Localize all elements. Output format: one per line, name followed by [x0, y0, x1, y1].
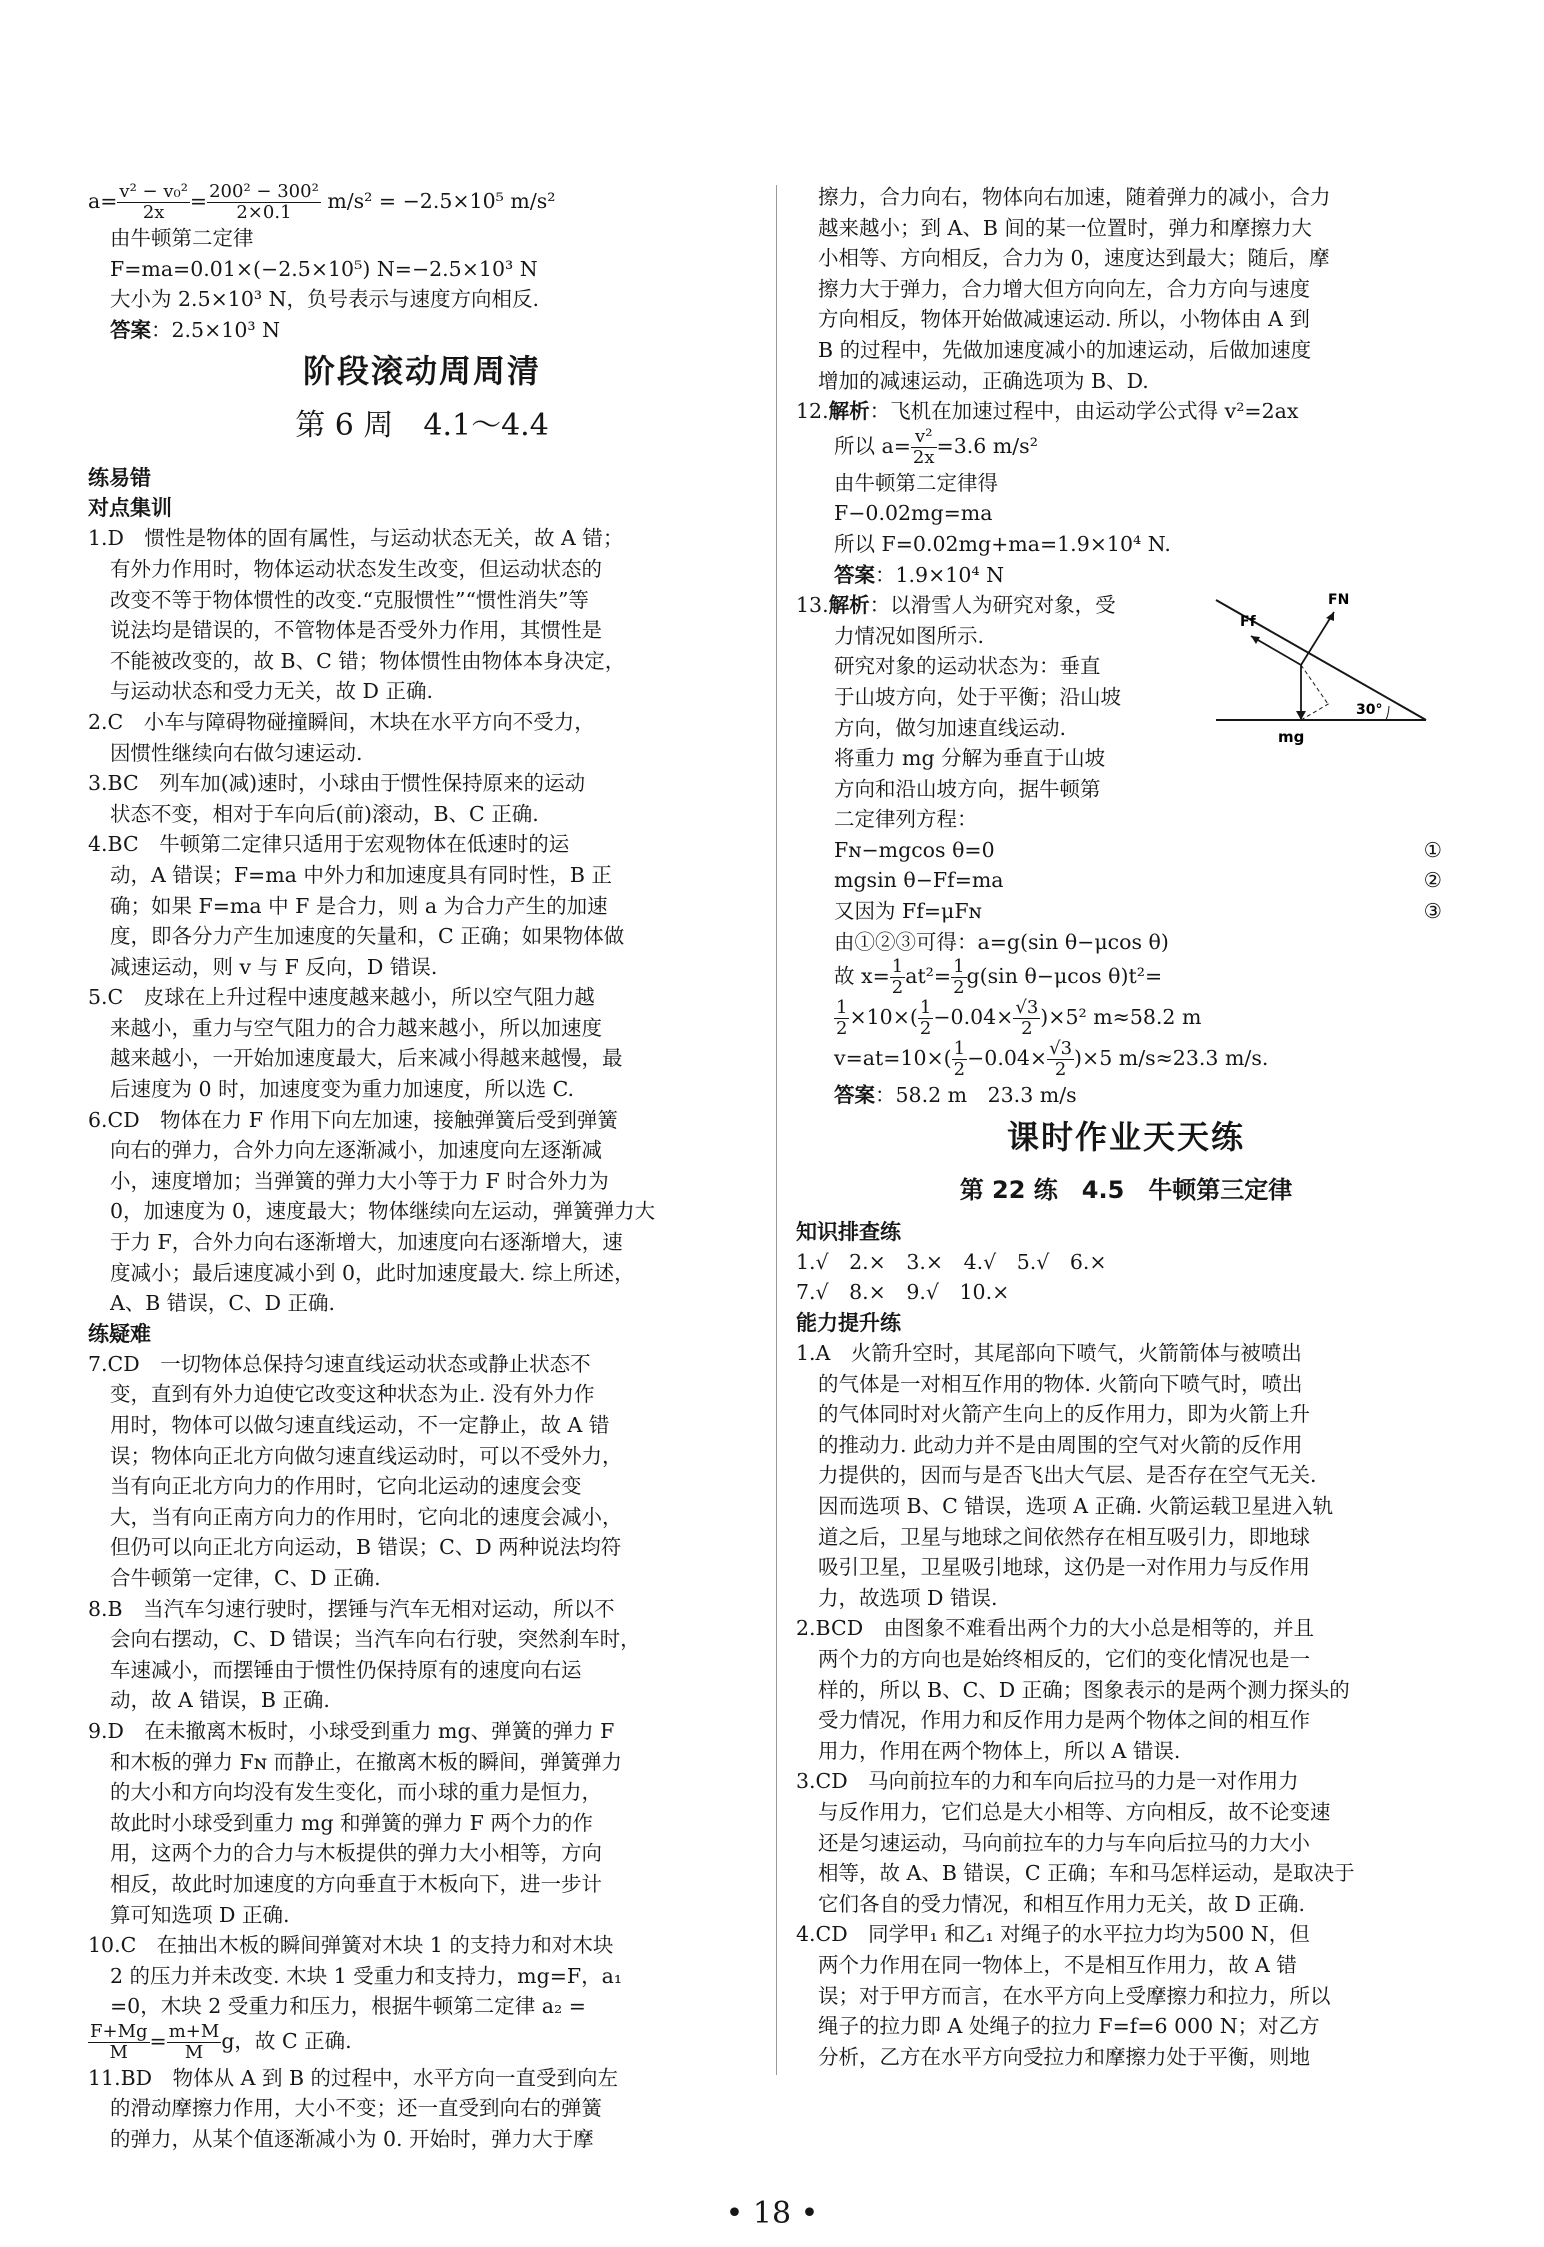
question-item	[88, 768, 756, 829]
text-line: 与反作用力，它们总是大小相等、方向相反，故不论变速	[818, 1799, 1331, 1824]
friction-arrow	[1251, 636, 1301, 665]
text-line: 所以 F=0.02mg+ma=1.9×10⁴ N.	[834, 531, 1171, 556]
text-line: 于山坡方向，处于平衡；沿山坡	[834, 684, 1121, 709]
question-item	[88, 2063, 756, 2155]
question-list	[796, 1338, 1456, 2072]
text-line: 3.BC 列车加(减)速时，小球由于惯性保持原来的运动	[88, 771, 586, 796]
formula-line: 故 x= $\frac{1}{2}$ at²= $\frac{1}{2}$ g(sin θ−μcos θ)t²=	[834, 956, 1163, 999]
question-item	[88, 1716, 756, 1930]
part-heading: 能力提升练	[796, 1311, 901, 1336]
text-line: 分析，乙方在水平方向受拉力和摩擦力处于平衡，则地	[818, 2044, 1310, 2069]
text-line: 与运动状态和受力无关，故 D 正确.	[110, 679, 433, 704]
text-line: 二定律列方程：	[834, 807, 978, 832]
text-line: 3.CD 马向前拉车的力和车向后拉马的力是一对作用力	[796, 1769, 1299, 1794]
text-line: 擦力大于弹力，合力增大但方向向左，合力方向与速度	[818, 276, 1310, 301]
fraction: $\frac{m+M}{M}$	[168, 2020, 220, 2063]
text-line: 当有向正北方向力的作用时，它向北运动的速度会变	[110, 1474, 582, 1499]
text-line: 绳子的拉力即 A 处绳子的拉力 F=f=6 000 N；对乙方	[818, 2014, 1320, 2039]
text-line: 变，直到有外力迫使它改变这种状态为止. 没有外力作	[110, 1382, 595, 1407]
question-item	[88, 982, 756, 1104]
text-line: 样的，所以 B、C、D 正确；图象表示的是两个测力探头的	[818, 1677, 1350, 1702]
text-line: 还是匀速运动，马向前拉车的力与车向后拉马的力大小	[818, 1830, 1310, 1855]
text-line: 误；对于甲方而言，在水平方向上受摩擦力和拉力，所以	[818, 1983, 1331, 2008]
part-heading: 练易错	[88, 466, 151, 491]
text-line: 11.BD 物体从 A 到 B 的过程中，水平方向一直受到向左	[88, 2065, 619, 2090]
text-line: 9.D 在未撤离木板时，小球受到重力 mg、弹簧的弹力 F	[88, 1718, 615, 1743]
equation-row: Fɴ−mgcos θ=0 ①	[834, 837, 1442, 862]
text-line: 算可知选项 D 正确.	[110, 1902, 290, 1927]
fraction: $\frac{1}{2}$	[953, 956, 965, 999]
text-line: 2.BCD 由图象不难看出两个力的大小总是相等的，并且	[796, 1616, 1315, 1641]
text-line: 由牛顿第二定律	[110, 226, 254, 250]
text-line: 它们各自的受力情况，和相互作用力无关，故 D 正确.	[818, 1891, 1305, 1916]
label-angle: 30°	[1356, 702, 1383, 719]
text-line: 的气体是一对相互作用的物体. 火箭向下喷气时，喷出	[818, 1371, 1303, 1396]
formula-line: v=at=10×( $\frac{1}{2}$ −0.04× $\frac{√3}{2}$ )×5 m/s≈23.3 m/s.	[834, 1038, 1269, 1081]
text-line: 擦力，合力向右，物体向右加速，随着弹力的减小，合力	[818, 185, 1331, 209]
text-line: 小相等、方向相反，合力为 0，速度达到最大；随后，摩	[818, 246, 1330, 271]
text-line: 动，故 A 错误，B 正确.	[110, 1688, 330, 1713]
text-line: 状态不变，相对于车向后(前)滚动，B、C 正确.	[110, 801, 539, 826]
question-item	[796, 1766, 1456, 1919]
text-line: 的推动力. 此动力并不是由周围的空气对火箭的反作用	[818, 1432, 1303, 1457]
fraction: $\frac{\text{200² − 300²}}{2\times 0.1}$	[209, 181, 319, 223]
text-line: 来越小，重力与空气阻力的合力越来越小，所以加速度	[110, 1015, 602, 1040]
formula-line: 所以 a= $\frac{\text{v²}}{2x}$ =3.6 m/s²	[834, 425, 1038, 468]
text-line: 度，即各分力产生加速度的矢量和，C 正确；如果物体做	[110, 924, 625, 949]
text-line: 的弹力，从某个值逐渐减小为 0. 开始时，弹力大于摩	[110, 2127, 594, 2152]
text-line: 动，A 错误；F=ma 中外力和加速度具有同时性，B 正	[110, 862, 612, 887]
text-line: 有外力作用时，物体运动状态发生改变，但运动状态的	[110, 556, 602, 581]
fraction: $\frac{\text{v²}}{2x}$	[912, 425, 935, 468]
text-line: 1.D 惯性是物体的固有属性，与运动状态无关，故 A 错；	[88, 526, 624, 551]
text-line: 5.C 皮球在上升过程中速度越来越小，所以空气阻力越	[88, 985, 595, 1010]
text-line: 故此时小球受到重力 mg 和弹簧的弹力 F 两个力的作	[110, 1810, 593, 1835]
text-line: B 的过程中，先做加速度减小的加速运动，后做加速度	[818, 337, 1312, 362]
text-line: 13.解析：以滑雪人为研究对象，受	[796, 593, 1116, 618]
force-diagram	[1206, 590, 1436, 755]
text-line: 大小为 2.5×10³ N，负号表示与速度方向相反.	[110, 287, 540, 312]
question-item	[796, 1338, 1456, 1613]
answer-line: 答案：1.9×10⁴ N	[834, 562, 1005, 587]
text-line: 增加的减速运动，正确选项为 B、D.	[818, 368, 1149, 393]
text-line: 2 的压力并未改变. 木块 1 受重力和支持力，mg=F，a₁	[110, 1963, 623, 1988]
text-line: 吸引卫星，卫星吸引地球，这仍是一对作用力与反作用	[818, 1555, 1310, 1580]
text-line: 用，这两个力的合力与木板提供的弹力大小相等，方向	[110, 1841, 602, 1866]
question-item	[88, 523, 756, 707]
question-list	[88, 523, 756, 1318]
text-line: 越来越小，一开始加速度最大，后来减小得越来越慢，最	[110, 1046, 623, 1071]
equation-row: 又因为 Ff=μFɴ ③	[834, 899, 1442, 924]
part-heading: 知识排查练	[796, 1219, 901, 1244]
question-list	[88, 1349, 756, 2022]
question-item	[88, 1349, 756, 1594]
question-continuation	[796, 182, 1456, 396]
fraction: $\frac{√3}{2}$	[1049, 1038, 1073, 1081]
formula-line: $\frac{1}{2}$ ×10×( $\frac{1}{2}$ −0.04× $\frac{√3}{2}$ )×5² m≈58.2 m	[836, 997, 1202, 1040]
text-line: 不能被改变的，故 B、C 错；物体惯性由物体本身决定，	[110, 648, 626, 673]
left-column	[88, 182, 756, 2155]
text-line: 向右的弹力，合外力向左逐渐减小，加速度向左逐渐减	[110, 1138, 602, 1163]
text-line: 相反，故此时加速度的方向垂直于木板向下，进一步计	[110, 1871, 602, 1896]
text-line: 力提供的，因而与是否飞出大气层、是否存在空气无关.	[818, 1463, 1317, 1488]
text-line: 的大小和方向均没有发生变化，而小球的重力是恒力，	[110, 1780, 602, 1805]
text-line: 道之后，卫星与地球之间依然存在相互吸引力，即地球	[818, 1524, 1310, 1549]
text-line: 方向和沿山坡方向，据牛顿第	[834, 776, 1101, 801]
text-line: 两个力的方向也是始终相反的，它们的变化情况也是一	[818, 1646, 1310, 1671]
section-title: 阶段滚动周周清	[302, 352, 541, 391]
question-item	[796, 1613, 1456, 1766]
fraction: $\frac{1}{2}$	[953, 1038, 966, 1081]
section-title: 课时作业天天练	[1006, 1117, 1245, 1156]
text-line: 但仍可以向正北方向运动，B 错误；C、D 两种说法均符	[110, 1535, 622, 1560]
text-line: 用时，物体可以做匀速直线运动，不一定静止，故 A 错	[110, 1413, 610, 1437]
question-item	[88, 707, 756, 768]
fraction: $\frac{F+Mg}{M}$	[90, 2020, 148, 2063]
text-line: 越来越小；到 A、B 间的某一位置时，弹力和摩擦力大	[818, 215, 1312, 240]
text-line: 由①②③可得：a=g(sin θ−μcos θ)	[834, 929, 1169, 954]
text-line: 1.A 火箭升空时，其尾部向下喷气，火箭箭体与被喷出	[796, 1341, 1302, 1366]
text-line: F−0.02mg=ma	[834, 501, 993, 526]
text-line: A、B 错误，C、D 正确.	[110, 1291, 336, 1316]
question-item	[88, 829, 756, 982]
text-line: 大，当有向正南方向力的作用时，它向北的速度会减小，	[110, 1504, 623, 1529]
fraction: $\frac{1}{2}$	[891, 956, 904, 999]
text-line: 后速度为 0 时，加速度变为重力加速度，所以选 C.	[110, 1077, 575, 1102]
text-line: 误；物体向正北方向做匀速直线运动时，可以不受外力，	[110, 1443, 623, 1468]
text-line: 受力情况，作用力和反作用力是两个物体之间的相互作	[818, 1708, 1310, 1733]
text-line: 的滑动摩擦力作用，大小不变；还一直受到向右的弹簧	[110, 2096, 602, 2121]
text-line: 将重力 mg 分解为垂直于山坡	[834, 746, 1106, 771]
text-line: 8.B 当汽车匀速行驶时，摆锤与汽车无相对运动，所以不	[88, 1596, 615, 1621]
question-item	[88, 1930, 756, 2022]
answer-key-line: 7.√ 8.× 9.√ 10.×	[796, 1280, 1010, 1305]
answer-key-line: 1.√ 2.× 3.× 4.√ 5.√ 6.×	[796, 1249, 1107, 1274]
column-divider	[776, 185, 777, 2075]
formula-line: $\frac{F+Mg}{M}$ = $\frac{m+M}{M}$ g，故 C 正确.	[90, 2020, 352, 2063]
lesson-title: 第 22 练 4.5 牛顿第三定律	[959, 1175, 1293, 1204]
text-line: 用力，作用在两个物体上，所以 A 错误.	[818, 1738, 1181, 1763]
answer-line: 答案：58.2 m 23.3 m/s	[834, 1083, 1077, 1108]
text-line: 因惯性继续向右做匀速运动.	[110, 740, 363, 765]
angle-arc	[1386, 706, 1389, 720]
text-line: 的气体同时对火箭产生向上的反作用力，即为火箭上升	[818, 1402, 1310, 1427]
arrowhead	[1296, 711, 1306, 720]
text-line: 减速运动，则 v 与 F 反向，D 错误.	[110, 954, 438, 979]
text-line: 6.CD 物体在力 F 作用下向左加速，接触弹簧后受到弹簧	[88, 1107, 618, 1132]
text-line: 4.CD 同学甲₁ 和乙₁ 对绳子的水平拉力均为500 N，但	[796, 1922, 1310, 1947]
text-line: 方向相反，物体开始做减速运动. 所以，小物体由 A 到	[818, 307, 1310, 332]
text-line: 方向，做匀加速直线运动.	[834, 715, 1067, 740]
text-line: 4.BC 牛顿第二定律只适用于宏观物体在低速时的运	[88, 832, 570, 857]
label-ff: Ff	[1240, 614, 1256, 631]
text-line: 说法均是错误的，不管物体是否受外力作用，其惯性是	[110, 618, 602, 643]
text-line: 小，速度增加；当弹簧的弹力大小等于力 F 时合外力为	[110, 1168, 609, 1193]
text-line: 由牛顿第二定律得	[834, 470, 998, 495]
text-line: F=ma=0.01×(−2.5×10⁵) N=−2.5×10³ N	[110, 256, 538, 281]
text-line: 改变不等于物体惯性的改变.“克服惯性”“惯性消失”等	[110, 587, 589, 612]
part-heading: 练疑难	[88, 1321, 151, 1346]
text-line: 相等，故 A、B 错误，C 正确；车和马怎样运动，是取决于	[818, 1861, 1355, 1886]
text-line: 2.C 小车与障碍物碰撞瞬间，木块在水平方向不受力，	[88, 709, 595, 734]
label-fn: FN	[1328, 592, 1350, 609]
component-dash	[1301, 665, 1328, 704]
fraction: $\frac{1}{2}$	[919, 997, 932, 1040]
text-line: 车速减小，而摆锤由于惯性仍保持原有的速度向右运	[110, 1657, 582, 1682]
text-line: 7.CD 一切物体总保持匀速直线运动状态或静止状态不	[88, 1351, 591, 1376]
text-line: 力，故选项 D 错误.	[818, 1585, 998, 1610]
equation-row: mgsin θ−Ff=ma ②	[834, 868, 1442, 893]
text-line: 因而选项 B、C 错误，选项 A 正确. 火箭运载卫星进入轨	[818, 1494, 1334, 1518]
fraction: $\frac{√3}{2}$	[1015, 997, 1039, 1040]
text-line: 研究对象的运动状态为：垂直	[834, 654, 1101, 679]
text-line: 力情况如图所示.	[834, 623, 985, 648]
text-line: =0，木块 2 受重力和压力，根据牛顿第二定律 a₂ =	[110, 1994, 586, 2019]
intro-formula-line: a= $\frac{\text{v² − v₀²}}{2x}$ = $\frac{\text{200² − 300²}}{2\times 0.1}$ m/s² = −2.5×10⁵ m/s²	[88, 181, 556, 223]
fraction: $\frac{1}{2}$	[836, 997, 848, 1040]
text-line: 0，加速度为 0，速度最大；物体继续向左运动，弹簧弹力大	[110, 1199, 656, 1224]
page-number: • 18 •	[725, 2196, 819, 2231]
sub-heading: 对点集训	[88, 496, 172, 521]
right-column	[796, 182, 1456, 2072]
question-item	[88, 1594, 756, 1716]
text-line: 10.C 在抽出木板的瞬间弹簧对木块 1 的支持力和对木块	[88, 1933, 614, 1958]
text-line: 和木板的弹力 Fɴ 而静止，在撤离木板的瞬间，弹簧弹力	[110, 1749, 622, 1774]
question-item	[796, 1919, 1456, 2072]
text-line: 度减小；最后速度减小到 0，此时加速度最大. 综上所述，	[110, 1260, 635, 1285]
label-mg: mg	[1278, 728, 1305, 747]
question-item	[88, 1105, 756, 1319]
text-line: 合牛顿第一定律，C、D 正确.	[110, 1565, 381, 1590]
text-line: 会向右摆动，C、D 错误；当汽车向右行驶，突然刹车时，	[110, 1627, 641, 1652]
answer-line: 答案：2.5×10³ N	[110, 317, 281, 342]
week-title: 第 6 周 4.1～4.4	[295, 408, 549, 444]
text-line: 12.解析：飞机在加速过程中，由运动学公式得 v²=2ax	[796, 399, 1299, 424]
text-line: 确；如果 F=ma 中 F 是合力，则 a 为合力产生的加速	[110, 893, 608, 918]
fraction: $\frac{\text{v² − v₀²}}{2x}$	[119, 181, 188, 223]
text-line: 于力 F，合外力向右逐渐增大，加速度向右逐渐增大，速	[110, 1230, 623, 1255]
question-13	[796, 590, 1456, 1111]
text-line: 两个力作用在同一物体上，不是相互作用力，故 A 错	[818, 1952, 1297, 1977]
